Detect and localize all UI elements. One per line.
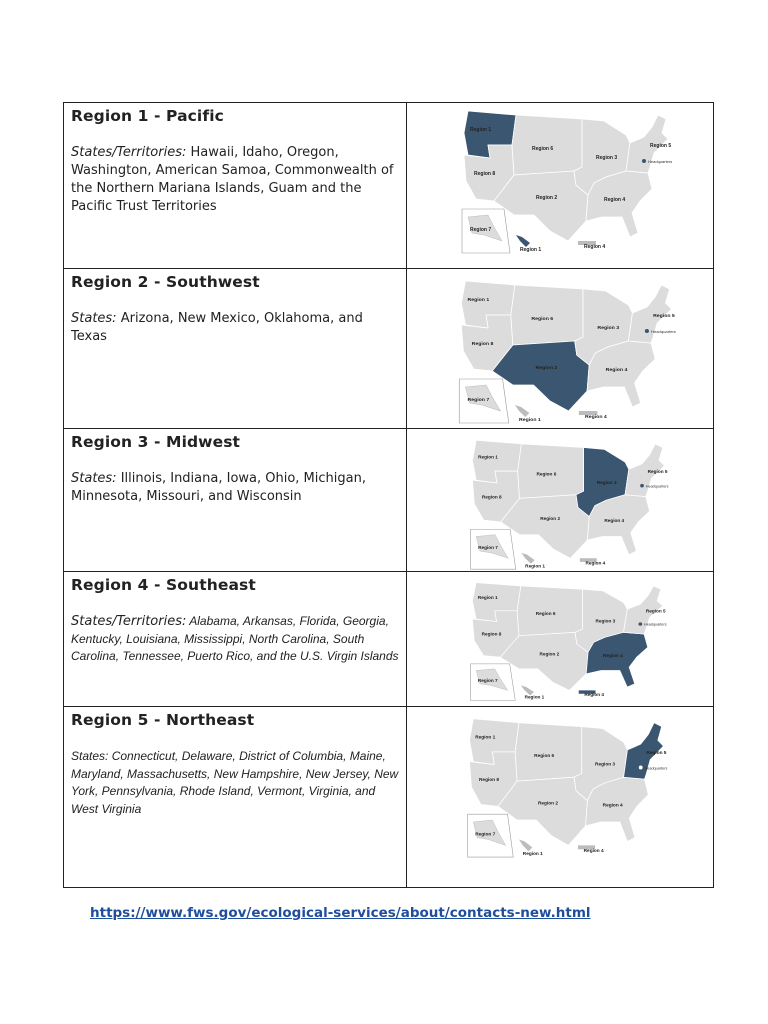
map-label-region6: Region 6: [535, 611, 556, 616]
map-label-region5: Region 5: [653, 313, 675, 319]
region-states: [71, 310, 400, 346]
region-title: Region 4 - Southeast: [71, 576, 256, 594]
map-label-region6: Region 6: [532, 146, 554, 152]
map-label-region2: Region 2: [536, 195, 558, 201]
map-label-region6: Region 6: [531, 316, 554, 322]
map-label-region4: Region 4: [584, 692, 605, 698]
region-4-map: [463, 576, 673, 702]
map-label-region3: Region 3: [595, 762, 616, 768]
map-label-region5: Region 5: [646, 750, 667, 756]
map-label-region1: Region 1: [520, 247, 542, 253]
states-list: Arizona, New Mexico, Oklahoma, and Texas: [71, 311, 363, 344]
map-label-region1: Region 1: [470, 127, 492, 133]
headquarters-marker: [639, 766, 643, 770]
region-states: [71, 613, 400, 666]
map-label-region4: Region 4: [584, 244, 606, 250]
region-row-3: [64, 429, 714, 572]
region-map-cell: [407, 429, 714, 572]
map-hawaii: [515, 405, 529, 417]
headquarters-label: Headquarters: [644, 622, 667, 627]
region-row-4: [64, 572, 714, 707]
map-label-region1: Region 1: [519, 417, 541, 423]
region-text-cell: [64, 707, 407, 888]
map-label-region5: Region 5: [647, 469, 668, 474]
map-label-region8: Region 8: [481, 631, 502, 637]
region-text-cell: [64, 103, 407, 269]
map-label-region4: Region 4: [604, 518, 625, 523]
map-label-region2: Region 2: [537, 801, 559, 807]
headquarters-marker: [642, 159, 646, 163]
map-label-region4: Region 4: [604, 197, 626, 203]
map-label-region8: Region 8: [481, 494, 502, 500]
region-text-cell: [64, 429, 407, 572]
states-label: States/Territories:: [71, 614, 187, 629]
states-list: Illinois, Indiana, Iowa, Ohio, Michigan, Minnesota, Missouri, and Wisconsin: [71, 471, 366, 504]
map-label-region7: Region 7: [478, 545, 498, 551]
region-3-map: [463, 433, 675, 571]
map-label-region8: Region 8: [471, 341, 494, 347]
map-label-region4: Region 4: [605, 367, 628, 373]
region-title: Region 2 - Southwest: [71, 273, 260, 291]
headquarters-label: Headquarters: [651, 329, 676, 334]
map-label-region4: Region 4: [585, 560, 606, 566]
source-link[interactable]: https://www.fws.gov/ecological-services/about/contacts-new.html: [90, 905, 591, 921]
map-label-region7: Region 7: [470, 227, 492, 233]
map-label-region8: Region 8: [474, 171, 496, 177]
map-hawaii: [521, 685, 534, 695]
states-label: States/Territories:: [71, 145, 187, 160]
map-label-region7: Region 7: [475, 832, 496, 838]
region-5-map: [460, 711, 674, 859]
region-map-cell: [407, 572, 714, 707]
map-label-region4: Region 4: [603, 653, 623, 659]
map-label-region4: Region 4: [585, 414, 607, 420]
map-label-region5: Region 5: [650, 143, 672, 149]
map-label-region3: Region 3: [597, 325, 620, 331]
map-region-r6: [511, 285, 583, 345]
region-states: States: Connecticut, Delaware, District of Columbia, Maine, Maryland, Massachusetts, New Hampshire, New Jersey, New York, Pennsylvania, Rhode Island, Vermont, Virginia, and West Virginia: [71, 749, 399, 816]
us-region-map: [463, 433, 675, 571]
states-list: Alabama, Arkansas, Florida, Georgia, Kentucky, Louisiana, Mississippi, North Carolina, South Carolina, Tennessee, Puerto Rico, and the U.S. Virgin Islands: [71, 614, 399, 663]
states-list: Hawaii, Idaho, Oregon, Washington, American Samoa, Commonwealth of the Northern Mariana Islands, Guam and the Pacific Trust Territories: [71, 145, 394, 214]
map-region-r6: [515, 723, 582, 781]
map-label-region2: Region 2: [539, 651, 560, 657]
headquarters-marker: [645, 329, 649, 333]
region-title: Region 5 - Northeast: [71, 711, 255, 729]
region-map-cell: [407, 103, 714, 269]
map-label-region1: Region 1: [467, 297, 490, 303]
headquarters-label: Headquarters: [644, 766, 668, 771]
headquarters-label: Headquarters: [645, 484, 669, 489]
us-region-map: [451, 273, 683, 425]
map-label-region2: Region 2: [535, 365, 558, 371]
us-region-map: [454, 103, 679, 255]
states-label: States:: [71, 471, 117, 486]
region-1-map: [454, 103, 679, 255]
region-2-map: [451, 273, 683, 425]
region-title: Region 1 - Pacific: [71, 107, 224, 125]
map-label-region1: Region 1: [522, 852, 543, 858]
us-region-map: [460, 711, 674, 859]
region-map-cell: [407, 269, 714, 429]
map-label-region7: Region 7: [467, 397, 490, 403]
map-region-r6: [512, 115, 582, 175]
map-label-region1: Region 1: [525, 563, 546, 569]
map-label-region3: Region 3: [596, 155, 618, 161]
map-label-region4: Region 4: [602, 803, 623, 809]
map-hawaii: [519, 840, 532, 852]
regions-table: [63, 102, 714, 888]
headquarters-label: Headquarters: [648, 159, 673, 164]
region-title: Region 3 - Midwest: [71, 433, 241, 451]
region-row-5: [64, 707, 714, 888]
region-row-1: [64, 103, 714, 269]
headquarters-marker: [640, 484, 644, 488]
headquarters-marker: [638, 622, 642, 625]
map-label-region1: Region 1: [477, 595, 498, 601]
region-states: [71, 144, 400, 216]
map-label-region7: Region 7: [477, 678, 498, 684]
map-label-region1: Region 1: [478, 454, 498, 460]
map-label-region4: Region 4: [583, 849, 604, 855]
map-label-region3: Region 3: [595, 618, 616, 624]
map-hawaii: [521, 553, 534, 564]
region-map-cell: [407, 707, 714, 888]
region-row-2: [64, 269, 714, 429]
map-label-region8: Region 8: [479, 778, 500, 784]
map-label-region6: Region 6: [534, 753, 555, 759]
region-text-cell: [64, 572, 407, 707]
map-label-region5: Region 5: [645, 608, 666, 614]
region-text-cell: [64, 269, 407, 429]
states-label: States:: [71, 311, 117, 326]
map-hawaii: [516, 235, 530, 247]
region-states: [71, 470, 400, 506]
map-label-region1: Region 1: [475, 735, 496, 741]
map-label-region3: Region 3: [596, 479, 617, 485]
us-region-map: [463, 576, 673, 702]
map-label-region1: Region 1: [524, 694, 545, 700]
map-label-region6: Region 6: [536, 471, 557, 477]
map-label-region2: Region 2: [540, 516, 561, 522]
